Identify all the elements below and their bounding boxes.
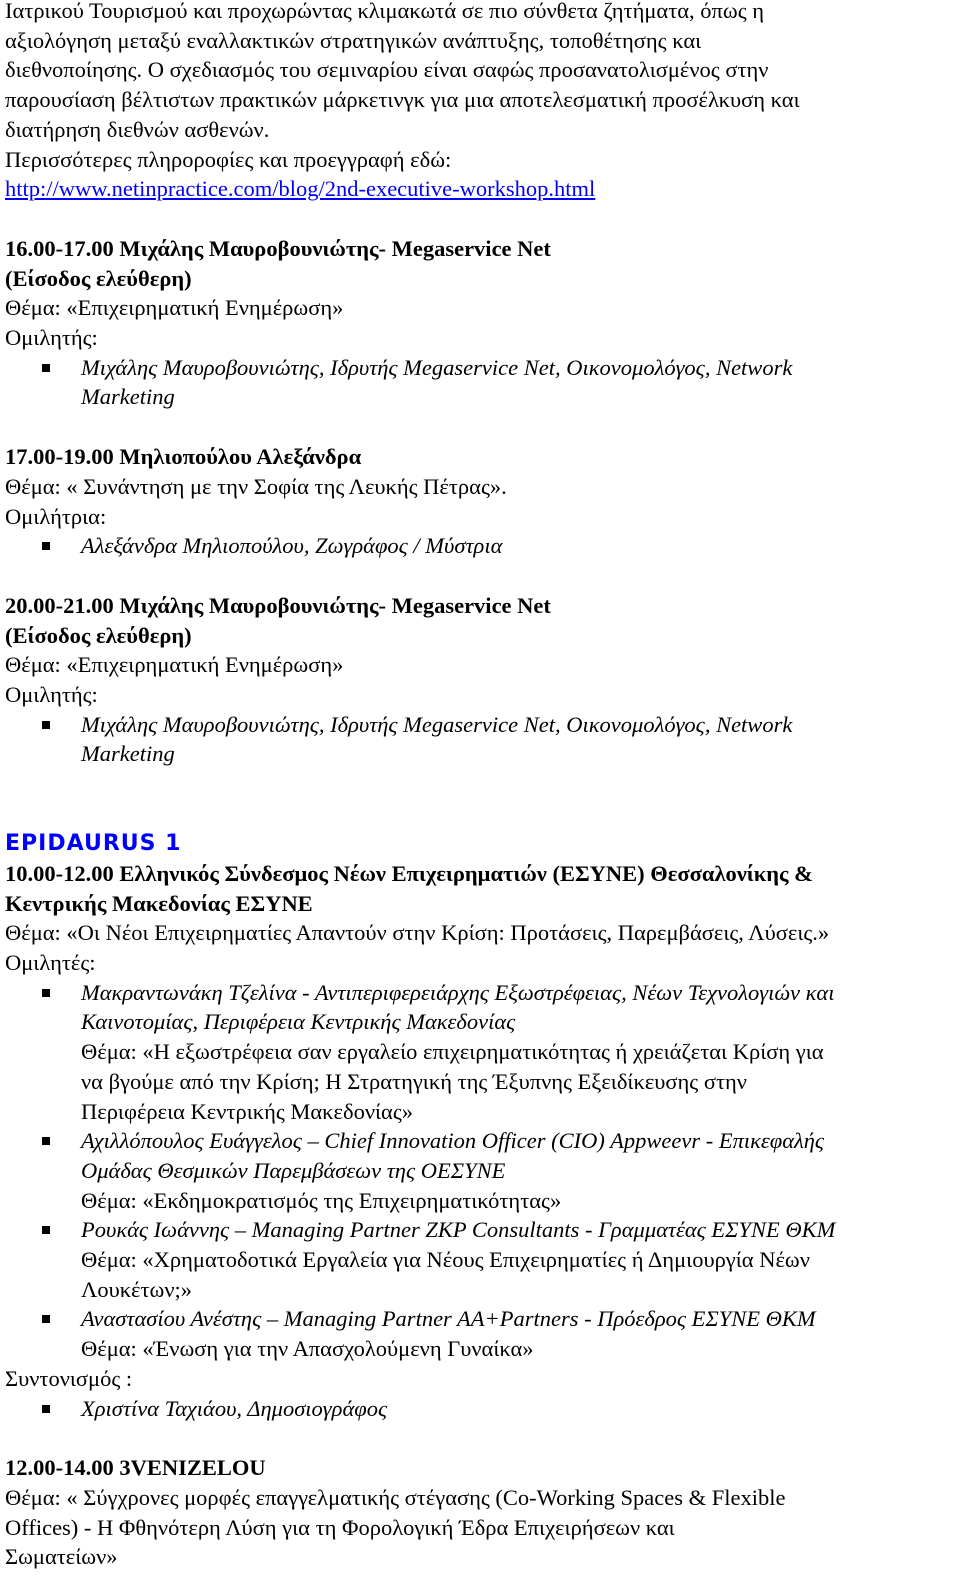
session-time-title: 10.00-12.00 Ελληνικός Σύνδεσμος Νέων Επιχειρηματιών (ΕΣΥΝΕ) Θεσσαλονίκης & [5, 860, 813, 886]
session-time-title: Κεντρικής Μακεδονίας ΕΣΥΝΕ [5, 890, 313, 916]
venue-heading: EPIDAURUS 1 [5, 831, 182, 857]
square-bullet-icon [42, 989, 50, 997]
coordination-label: Συντονισμός : [5, 1365, 133, 1391]
speaker-name: Αλεξάνδρα Μηλιοπούλου, Ζωγράφος / Μύστρια [81, 533, 503, 559]
session-topic: Offices) - Η Φθηνότερη Λύση για τη Φορολογική Έδρα Επιχειρήσεων και [5, 1514, 675, 1540]
speaker-label: Ομιλητής: [5, 325, 98, 351]
speaker-list [5, 353, 955, 412]
more-info-text: Περισσότερες πληροροφίες και προεγγραφή εδώ: [5, 146, 452, 172]
speaker-name: Ομάδας Θεσμικών Παρεμβάσεων της ΟΕΣΥΝΕ [81, 1157, 506, 1183]
session-topic: Σωματείων» [5, 1544, 118, 1570]
session-block [5, 442, 955, 561]
square-bullet-icon [42, 542, 50, 550]
list-item [5, 1215, 955, 1304]
list-item [5, 1304, 955, 1363]
coordinator-name: Χριστίνα Ταχιάου, Δημοσιογράφος [81, 1395, 388, 1421]
intro-line: διεθνοποίησης. Ο σχεδιασμός του σεμιναρίου είναι σαφώς προσανατολισμένος στην [5, 57, 769, 83]
session-entry: (Είσοδος ελεύθερη) [5, 265, 192, 291]
speakers-label: Ομιλητές: [5, 949, 96, 975]
square-bullet-icon [42, 364, 50, 372]
square-bullet-icon [42, 721, 50, 729]
square-bullet-icon [42, 1226, 50, 1234]
session-block [5, 234, 955, 412]
session-topic: Θέμα: «Οι Νέοι Επιχειρηματίες Απαντούν στην Κρίση: Προτάσεις, Παρεμβάσεις, Λύσεις.» [5, 920, 830, 946]
registration-link[interactable]: http://www.netinpractice.com/blog/2nd-executive-workshop.html [5, 176, 596, 202]
intro-line: αξιολόγηση μεταξύ εναλλακτικών στρατηγικών ανάπτυξης, τοποθέτησης και [5, 27, 702, 53]
session-time-title: 16.00-17.00 Μιχάλης Μαυροβουνιώτης- Megaservice Net [5, 235, 551, 261]
speaker-name: Καινοτομίας, Περιφέρεια Κεντρικής Μακεδονίας [81, 1009, 516, 1035]
intro-paragraph [5, 0, 955, 204]
speaker-topic: Θέμα: «Χρηματοδοτικά Εργαλεία για Νέους Επιχειρηματίες ή Δημιουργία Νέων [81, 1247, 810, 1273]
speaker-topic: Λουκέτων;» [81, 1276, 193, 1302]
speaker-list [5, 978, 955, 1364]
session-topic: Θέμα: «Επιχειρηματική Ενημέρωση» [5, 295, 344, 321]
speaker-topic: Θέμα: «Ένωση για την Απασχολούμενη Γυναίκα» [81, 1336, 534, 1362]
session-block [5, 1453, 955, 1572]
list-item [5, 1126, 955, 1215]
square-bullet-icon [42, 1315, 50, 1323]
session-block [5, 591, 955, 769]
list-item [5, 531, 955, 561]
coordinator-list [5, 1394, 955, 1424]
speaker-topic: Θέμα: «Εκδημοκρατισμός της Επιχειρηματικότητας» [81, 1187, 562, 1213]
session-topic: Θέμα: « Συνάντηση με την Σοφία της Λευκής Πέτρας». [5, 473, 507, 499]
intro-line: Ιατρικού Τουρισμού και προχωρώντας κλιμακωτά σε πιο σύνθετα ζητήματα, όπως η [5, 0, 765, 23]
speaker-name: Μιχάλης Μαυροβουνιώτης, Ιδρυτής Megaservice Net, Οικονομολόγος, Network [81, 711, 793, 737]
session-time-title: 17.00-19.00 Μηλιοπούλου Αλεξάνδρα [5, 444, 362, 470]
square-bullet-icon [42, 1405, 50, 1413]
session-topic: Θέμα: «Επιχειρηματική Ενημέρωση» [5, 652, 344, 678]
session-block [5, 859, 955, 1423]
speaker-name: Μακραντωνάκη Τζελίνα - Αντιπεριφερειάρχης Εξωστρέφειας, Νέων Τεχνολογιών και [81, 979, 835, 1005]
speaker-name: Ρουκάς Ιωάννης – Managing Partner ZKP Consultants - Γραμματέας ΕΣΥΝΕ ΘΚΜ [81, 1217, 836, 1243]
list-item [5, 1394, 955, 1424]
session-entry: (Είσοδος ελεύθερη) [5, 622, 192, 648]
session-topic: Θέμα: « Σύγχρονες μορφές επαγγελματικής στέγασης (Co-Working Spaces & Flexible [5, 1484, 786, 1510]
session-time-title: 12.00-14.00 3VENIZELOU [5, 1455, 266, 1481]
speaker-name: Marketing [81, 384, 175, 410]
speaker-list [5, 531, 955, 561]
speaker-name: Αχιλλόπουλος Ευάγγελος – Chief Innovation Officer (CIO) Appweevr - Επικεφαλής [81, 1128, 825, 1154]
speaker-label: Ομιλήτρια: [5, 503, 107, 529]
speaker-topic: να βγούμε από την Κρίση; Η Στρατηγική της Έξυπνης Εξειδίκευσης στην [81, 1068, 747, 1094]
intro-line: παρουσίαση βέλτιστων πρακτικών μάρκετινγκ για μια αποτελεσματική προσέλκυση και [5, 87, 800, 113]
document-page [5, 0, 955, 1572]
list-item [5, 353, 955, 412]
speaker-name: Marketing [81, 741, 175, 767]
speaker-label: Ομιλητής: [5, 682, 98, 708]
speaker-topic: Περιφέρεια Κεντρικής Μακεδονίας» [81, 1098, 413, 1124]
list-item [5, 710, 955, 769]
list-item [5, 978, 955, 1127]
speaker-name: Μιχάλης Μαυροβουνιώτης, Ιδρυτής Megaservice Net, Οικονομολόγος, Network [81, 354, 793, 380]
speaker-topic: Θέμα: «Η εξωστρέφεια σαν εργαλείο επιχειρηματικότητας ή χρειάζεται Κρίση για [81, 1039, 824, 1065]
speaker-list [5, 710, 955, 769]
intro-line: διατήρηση διεθνών ασθενών. [5, 116, 270, 142]
square-bullet-icon [42, 1137, 50, 1145]
session-time-title: 20.00-21.00 Μιχάλης Μαυροβουνιώτης- Megaservice Net [5, 592, 551, 618]
speaker-name: Αναστασίου Ανέστης – Managing Partner AA+Partners - Πρόεδρος ΕΣΥΝΕ ΘΚΜ [81, 1306, 816, 1332]
